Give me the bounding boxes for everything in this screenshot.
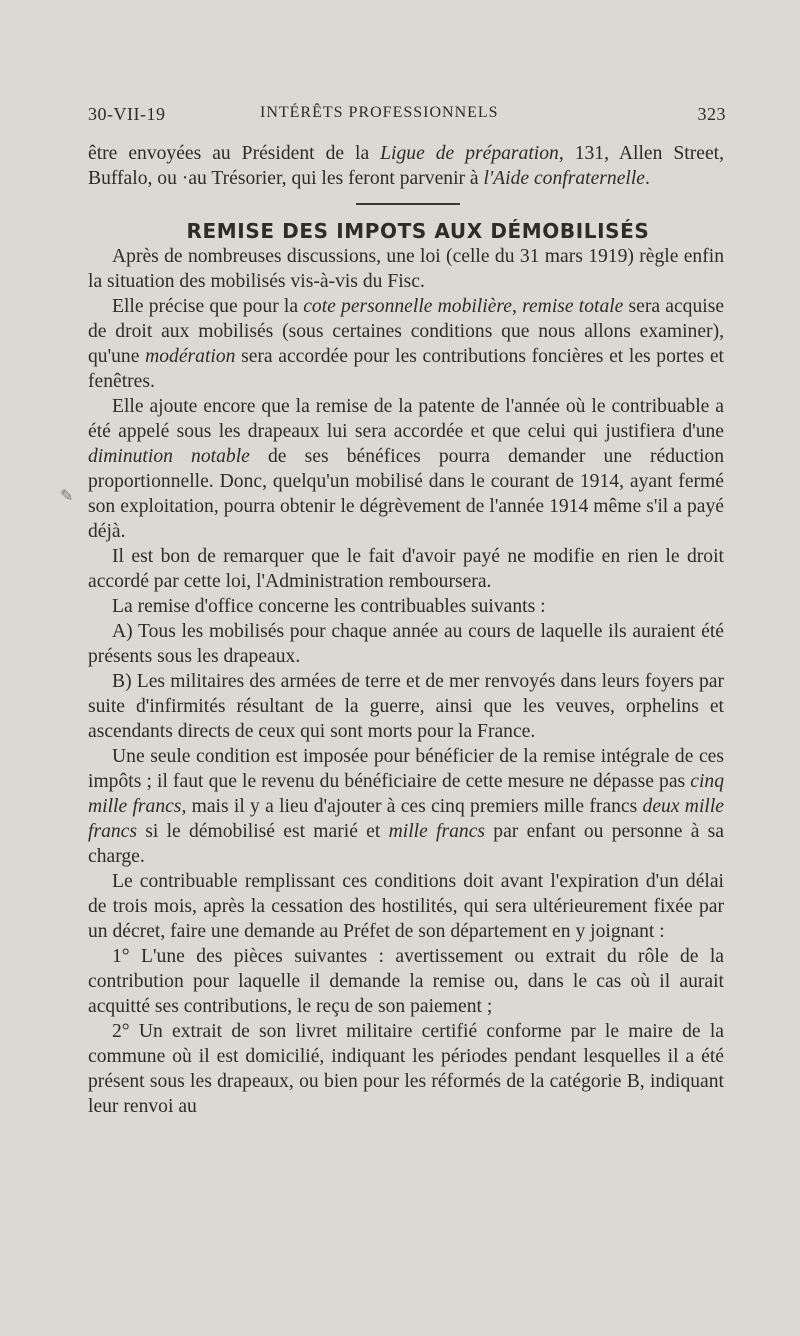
paragraph: 2° Un extrait de son livret militaire certifié conforme par le maire de la commune où il est domicilié, indiquant les périodes pendant lesquelles il a été présent sous les drapeaux, ou bien pour les réformés de la catégorie B, indiquant leur renvoi au bbox=[88, 1021, 724, 1117]
header-running-title: INTÉRÊTS PROFESSIONNELS bbox=[260, 104, 499, 121]
paragraph: 1° L'une des pièces suivantes : avertissement ou extrait du rôle de la contribution pour laquelle il demande la remise ou, dans le cas où il aurait acquitté ses contributions, le reçu de son paiement ; bbox=[88, 946, 724, 1017]
paragraph: Après de nombreuses discussions, une loi (celle du 31 mars 1919) règle enfin la situation des mobilisés vis-à-vis du Fisc. bbox=[88, 246, 724, 292]
intro-paragraph: être envoyées au Président de la Ligue de préparation, 131, Allen Street, Buffalo, ou ·au Trésorier, qui les feront parvenir à l'Aide confraternelle. bbox=[88, 143, 724, 189]
page-number: 323 bbox=[697, 104, 726, 124]
paragraph: Le contribuable remplissant ces conditions doit avant l'expiration d'un délai de trois mois, après la cessation des hostilités, qui sera ultérieurement fixée par un décret, faire une demande au Préfet de son département en y joignant : bbox=[88, 871, 724, 942]
paragraph: Elle précise que pour la cote personnelle mobilière, remise totale sera acquise de droit aux mobilisés (sous certaines conditions que nous allons examiner), qu'une modération sera accordée pour les contributions foncières et les portes et fenêtres. bbox=[88, 296, 725, 392]
paragraph: Une seule condition est imposée pour bénéficier de la remise intégrale de ces impôts ; il faut que le revenu du bénéficiaire de cette mesure ne dépasse pas cinq mille francs, mais il y a lieu d'ajouter à ces cinq premiers mille francs deux mille francs si le démobilisé est marié et mille francs par enfant ou personne à sa charge. bbox=[88, 746, 724, 867]
article-title: REMISE DES IMPOTS AUX DÉMOBILISÉS bbox=[186, 219, 650, 243]
paragraph: A) Tous les mobilisés pour chaque année au cours de laquelle ils auraient été présents sous les drapeaux. bbox=[88, 621, 724, 667]
paragraph: B) Les militaires des armées de terre et de mer renvoyés dans leurs foyers par suite d'infirmités résultant de la guerre, ainsi que les veuves, orphelins et ascendants directs de ceux qui sont morts pour la France. bbox=[88, 671, 724, 742]
header-date: 30-VII-19 bbox=[88, 104, 166, 124]
paragraph: La remise d'office concerne les contribuables suivants : bbox=[112, 596, 546, 617]
section-divider bbox=[356, 203, 460, 205]
paragraph: Il est bon de remarquer que le fait d'avoir payé ne modifie en rien le droit accordé par cette loi, l'Administration remboursera. bbox=[88, 546, 724, 592]
margin-pencil-mark: ✎ bbox=[60, 488, 74, 505]
running-header bbox=[88, 104, 726, 130]
paragraph: Elle ajoute encore que la remise de la patente de l'année où le contribuable a été appelé sous les drapeaux lui sera accordée et que celui qui justifiera d'une diminution notable de ses bénéfices pourra demander une réduction proportionnelle. Donc, quelqu'un mobilisé dans le courant de 1914, ayant fermé son exploitation, pourra obtenir le dégrèvement de l'année 1914 même s'il a payé déjà. bbox=[88, 396, 724, 542]
page-body bbox=[88, 141, 724, 1119]
